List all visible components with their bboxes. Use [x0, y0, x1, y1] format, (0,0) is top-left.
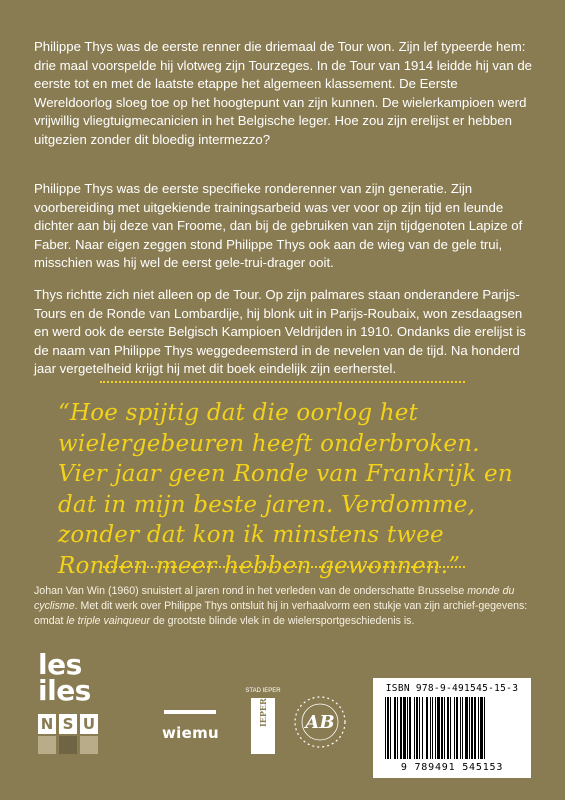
barcode-bar — [469, 697, 470, 759]
barcode-bar — [416, 697, 418, 759]
barcode-bar — [478, 697, 479, 759]
nsu-block — [59, 736, 77, 754]
palmares-paragraph: Thys richtte zich niet alleen op de Tour. Op zijn palmares staan onderandere Parijs-Tours en de Ronde van Lombardije, hij blonk uit in Parijs-Roubaix, won zesdaagsen en werd ook de eerste Belgisch Kampioen Veldrijden in 1910. Ondanks die erelijst is de naam van Philippe Thys weggedeemsterd in de nevelen van de tijd. Na honderd jaar vergetelheid krijgt hij met dit boek eindelijk zijn eerherstel. — [34, 287, 526, 377]
wiemu-logo-text: wiemu — [162, 724, 219, 742]
les-iles-logo-line1: les — [38, 648, 82, 681]
barcode-bar — [462, 697, 463, 759]
author-bio-text-3: de grootste blinde vlek in de wielersportgeschiedenis is. — [150, 615, 415, 627]
ean-number: 9 789491 545153 — [400, 762, 504, 773]
ieper-logo-caption: STAD IEPER — [245, 688, 281, 694]
barcode-bar — [400, 697, 402, 759]
intro-paragraph: Philippe Thys was de eerste renner die driemaal de Tour won. Zijn lef typeerde hem: drie maal voorspelde hij vlotweg zijn Tourzeges. In de Tour van 1914 leidde hij van de eerste tot en met de laatste etappe het algemeen klassement. De Eerste Wereldoorlog sloeg toe op het hoogtepunt van zijn kunnen. De wielerkampioen werd vrijwillig vliegtuigmecanicien in het Belgische leger. Hoe zou zijn erelijst er hebben uitgezien zonder dit bloedig intermezzo? — [34, 39, 533, 147]
les-iles-logo — [38, 648, 91, 707]
wiemu-logo-bar — [164, 710, 216, 714]
ieper-logo — [245, 688, 281, 760]
nsu-block — [80, 736, 98, 754]
barcode-bar — [409, 697, 411, 759]
barcode-bar — [407, 697, 408, 759]
barcode-bars — [383, 697, 521, 761]
barcode-bar — [447, 697, 449, 759]
barcode-bar — [456, 697, 458, 759]
nsu-logo-blocks — [38, 736, 98, 754]
barcode-bar — [432, 697, 433, 759]
barcode-bar — [419, 697, 420, 759]
training-paragraph: Philippe Thys was de eerste specifieke ronderenner van zijn generatie. Zijn voorbereiding met uitgekiende trainingsarbeid was ver voor op zijn tijd en leunde dichter aan bij deze van Froome, dan bij de gebruiken van zijn tijdgenoten Lapize of Faber. Naar eigen zeggen stond Philippe Thys ook aan de wieg van de gele trui, misschien was hij wel de eerst gele-trui-drager ooit. — [34, 181, 523, 271]
pull-quote: “Hoe spijtig dat die oorlog het wielergebeuren heeft onderbroken. Vier jaar geen Ronde van Frankrijk en dat in mijn beste jaren. Verdomme, zonder dat kon ik minstens twee Ronden meer hebben gewonnen.” — [58, 400, 513, 579]
barcode-bar — [471, 697, 473, 759]
quote-bottom-divider — [100, 566, 465, 568]
les-iles-logo-line2: iles — [38, 674, 91, 707]
barcode-bar — [430, 697, 431, 759]
barcode-bar — [390, 697, 391, 759]
barcode-bar — [437, 697, 440, 759]
barcode-bar — [474, 697, 476, 759]
nsu-block — [38, 736, 56, 754]
barcode-bar — [394, 697, 396, 759]
barcode-bar — [385, 697, 386, 759]
barcode-bar — [387, 697, 389, 759]
barcode-bar — [426, 697, 428, 759]
nsu-letter-n: N — [38, 714, 56, 734]
barcode-bar — [435, 697, 436, 759]
barcode-bar — [397, 697, 398, 759]
barcode-bar — [444, 697, 445, 759]
isbn-barcode — [373, 678, 531, 778]
nsu-letter-s: S — [59, 714, 77, 734]
ancienne-belgique-logo — [292, 694, 348, 750]
barcode-bar — [422, 697, 423, 759]
nsu-logo — [38, 714, 98, 734]
author-bio — [34, 584, 534, 629]
barcode-bar — [403, 697, 406, 759]
author-bio-text-1: Johan Van Win (1960) snuistert al jaren rond in het verleden van de onderschatte Brusselse — [34, 585, 468, 597]
author-bio-italic-1: monde du cyclisme — [34, 585, 515, 612]
author-bio-text-2: . Met dit werk over Philippe Thys ontsluit hij in verhaalvorm een stukje van zijn archief-gegevens: omdat — [34, 600, 528, 627]
barcode-bar — [480, 697, 483, 759]
nsu-letter-u: U — [80, 714, 98, 734]
ab-logo-initials: AB — [305, 712, 335, 733]
author-bio-italic-2: le triple vainqueur — [66, 615, 151, 627]
wiemu-logo — [162, 710, 222, 750]
barcode-bar — [441, 697, 443, 759]
ieper-logo-name: IEPER — [258, 698, 268, 727]
barcode-bar — [450, 697, 451, 759]
barcode-bar — [454, 697, 455, 759]
barcode-bar — [484, 697, 485, 759]
barcode-bar — [460, 697, 461, 759]
quote-top-divider — [100, 381, 465, 383]
barcode-bar — [465, 697, 468, 759]
barcode-bar — [414, 697, 415, 759]
isbn-label: ISBN 978-9-491545-15-3 — [385, 683, 519, 694]
